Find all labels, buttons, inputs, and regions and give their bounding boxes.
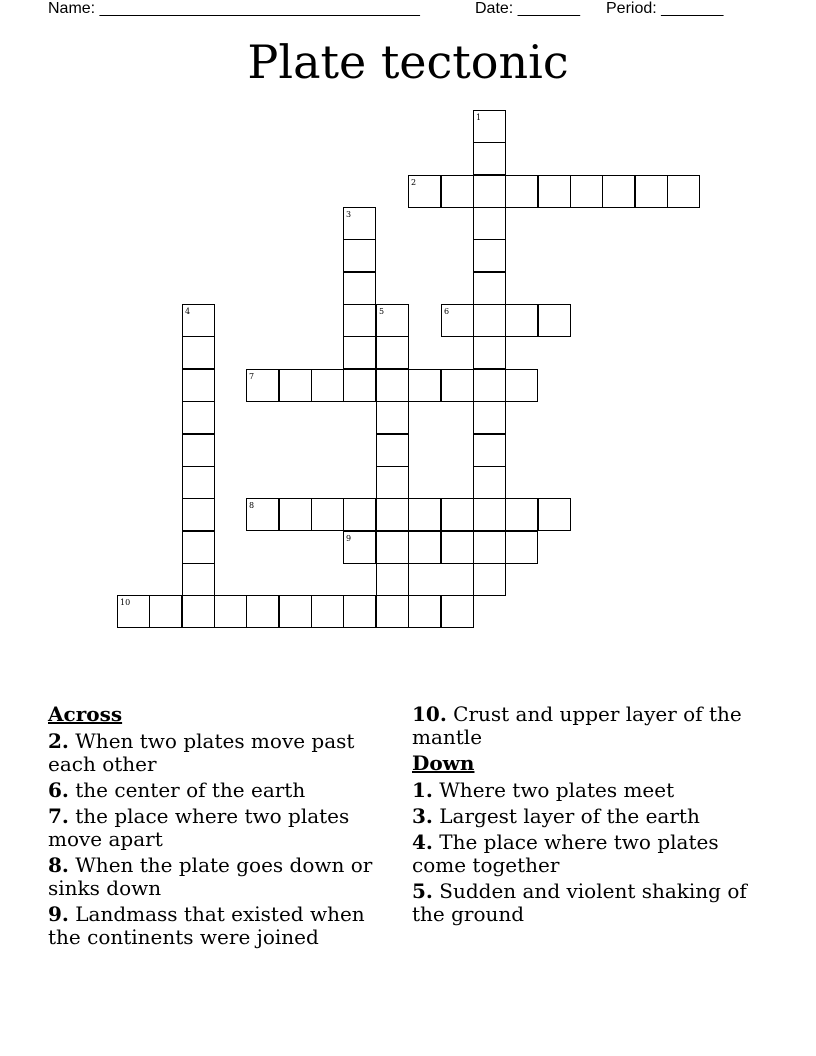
- across-heading: Across: [48, 702, 123, 726]
- crossword-cell[interactable]: [376, 595, 409, 628]
- crossword-cell[interactable]: [408, 531, 441, 564]
- crossword-cell[interactable]: [343, 272, 376, 305]
- clue-number: 10.: [412, 702, 447, 726]
- cell-number: 4: [185, 307, 191, 316]
- crossword-cell[interactable]: [117, 595, 150, 628]
- crossword-cell[interactable]: [182, 531, 215, 564]
- crossword-cell[interactable]: [376, 531, 409, 564]
- crossword-cell[interactable]: [311, 595, 344, 628]
- clue-text: Sudden and violent shaking of the ground: [412, 879, 747, 926]
- cell-number: 9: [346, 534, 352, 543]
- down-clue-5: [412, 880, 762, 926]
- crossword-cell[interactable]: [473, 401, 506, 434]
- name-blank: ____________________________________: [99, 0, 420, 17]
- clues-left-column: [48, 703, 398, 952]
- crossword-cell[interactable]: [311, 369, 344, 402]
- crossword-cell[interactable]: [376, 401, 409, 434]
- period-blank: _______: [661, 0, 724, 17]
- crossword-cell[interactable]: [441, 498, 474, 531]
- cell-number: 2: [411, 178, 417, 187]
- page-title: Plate tectonic: [247, 35, 569, 89]
- crossword-cell[interactable]: [473, 369, 506, 402]
- crossword-cell[interactable]: [473, 142, 506, 175]
- crossword-cell[interactable]: [667, 175, 700, 208]
- crossword-cell[interactable]: [505, 531, 538, 564]
- crossword-cell[interactable]: [602, 175, 635, 208]
- crossword-cell[interactable]: [441, 595, 474, 628]
- crossword-cell[interactable]: [473, 498, 506, 531]
- crossword-cell[interactable]: [505, 498, 538, 531]
- clue-text: the place where two plates move apart: [48, 804, 350, 851]
- crossword-cell[interactable]: [182, 401, 215, 434]
- crossword-cell[interactable]: [182, 595, 215, 628]
- crossword-cell[interactable]: [246, 498, 279, 531]
- crossword-cell[interactable]: [182, 466, 215, 499]
- clue-text: Largest layer of the earth: [439, 804, 700, 828]
- crossword-cell[interactable]: [343, 531, 376, 564]
- crossword-cell[interactable]: [343, 207, 376, 240]
- across-clue-9: [48, 903, 398, 949]
- crossword-cell[interactable]: [376, 369, 409, 402]
- crossword-cell[interactable]: [441, 175, 474, 208]
- crossword-cell[interactable]: [538, 498, 571, 531]
- cell-number: 6: [444, 307, 450, 316]
- crossword-cell[interactable]: [473, 175, 506, 208]
- cell-number: 3: [346, 210, 352, 219]
- clue-number: 8.: [48, 853, 69, 877]
- crossword-cell[interactable]: [441, 369, 474, 402]
- clue-number: 5.: [412, 879, 433, 903]
- crossword-cell[interactable]: [376, 498, 409, 531]
- clue-number: 1.: [412, 778, 433, 802]
- down-heading: Down: [412, 751, 475, 775]
- cell-number: 10: [120, 598, 131, 607]
- crossword-cell[interactable]: [538, 175, 571, 208]
- crossword-cell[interactable]: [473, 563, 506, 596]
- crossword-cell[interactable]: [473, 239, 506, 272]
- crossword-cell[interactable]: [505, 369, 538, 402]
- clue-number: 4.: [412, 830, 433, 854]
- date-blank: _______: [517, 0, 580, 17]
- clue-text: The place where two plates come together: [412, 830, 719, 877]
- clue-number: 3.: [412, 804, 433, 828]
- crossword-cell[interactable]: [279, 498, 312, 531]
- across-clue-2: [48, 730, 398, 776]
- crossword-cell[interactable]: [182, 369, 215, 402]
- crossword-cell[interactable]: [473, 434, 506, 467]
- down-clue-3: [412, 805, 762, 828]
- cell-number: 7: [249, 372, 255, 381]
- crossword-cell[interactable]: [376, 563, 409, 596]
- cell-number: 1: [476, 113, 482, 122]
- crossword-cell[interactable]: [182, 434, 215, 467]
- crossword-cell[interactable]: [343, 369, 376, 402]
- crossword-cell[interactable]: [343, 239, 376, 272]
- clue-number: 9.: [48, 902, 69, 926]
- crossword-cell[interactable]: [343, 304, 376, 337]
- cell-number: 5: [379, 307, 385, 316]
- crossword-cell[interactable]: [182, 563, 215, 596]
- crossword-cell[interactable]: [441, 304, 474, 337]
- crossword-cell[interactable]: [473, 207, 506, 240]
- crossword-cell[interactable]: [570, 175, 603, 208]
- crossword-cell[interactable]: [538, 304, 571, 337]
- crossword-cell[interactable]: [343, 595, 376, 628]
- crossword-cell[interactable]: [246, 369, 279, 402]
- across-clue-6: [48, 779, 398, 802]
- crossword-cell[interactable]: [473, 531, 506, 564]
- across-clue-7: [48, 805, 398, 851]
- crossword-cell[interactable]: [505, 175, 538, 208]
- crossword-cell[interactable]: [473, 336, 506, 369]
- crossword-cell[interactable]: [343, 498, 376, 531]
- clue-number: 6.: [48, 778, 69, 802]
- crossword-cell[interactable]: [376, 336, 409, 369]
- crossword-cell[interactable]: [343, 336, 376, 369]
- clue-number: 2.: [48, 729, 69, 753]
- crossword-cell[interactable]: [182, 336, 215, 369]
- crossword-cell[interactable]: [149, 595, 182, 628]
- crossword-cell[interactable]: [311, 498, 344, 531]
- clue-text: Where two plates meet: [439, 778, 675, 802]
- clue-text: Crust and upper layer of the mantle: [412, 702, 742, 749]
- crossword-cell[interactable]: [635, 175, 668, 208]
- crossword-cell[interactable]: [408, 498, 441, 531]
- crossword-cell[interactable]: [279, 369, 312, 402]
- across-clue-10: [412, 703, 762, 749]
- crossword-cell[interactable]: [408, 369, 441, 402]
- clues-right-column: [412, 703, 762, 929]
- cell-number: 8: [249, 501, 255, 510]
- crossword-cell[interactable]: [408, 175, 441, 208]
- clue-text: When two plates move past each other: [48, 729, 355, 776]
- name-label: Name:: [48, 0, 96, 17]
- crossword-cell[interactable]: [182, 304, 215, 337]
- crossword-cell[interactable]: [182, 498, 215, 531]
- crossword-cell[interactable]: [376, 434, 409, 467]
- crossword-cell[interactable]: [408, 595, 441, 628]
- period-label: Period:: [606, 0, 657, 17]
- crossword-cell[interactable]: [505, 304, 538, 337]
- clue-text: When the plate goes down or sinks down: [48, 853, 373, 900]
- clue-text: the center of the earth: [75, 778, 306, 802]
- clue-number: 7.: [48, 804, 69, 828]
- down-clue-4: [412, 831, 762, 877]
- down-clue-1: [412, 779, 762, 802]
- crossword-cell[interactable]: [473, 304, 506, 337]
- clue-text: Landmass that existed when the continents were joined: [48, 902, 365, 949]
- crossword-cell[interactable]: [473, 272, 506, 305]
- crossword-cell[interactable]: [376, 466, 409, 499]
- crossword-cell[interactable]: [473, 110, 506, 143]
- crossword-cell[interactable]: [246, 595, 279, 628]
- date-label: Date:: [475, 0, 514, 17]
- across-clue-8: [48, 854, 398, 900]
- crossword-cell[interactable]: [214, 595, 247, 628]
- crossword-cell[interactable]: [473, 466, 506, 499]
- crossword-cell[interactable]: [376, 304, 409, 337]
- crossword-cell[interactable]: [279, 595, 312, 628]
- crossword-cell[interactable]: [441, 531, 474, 564]
